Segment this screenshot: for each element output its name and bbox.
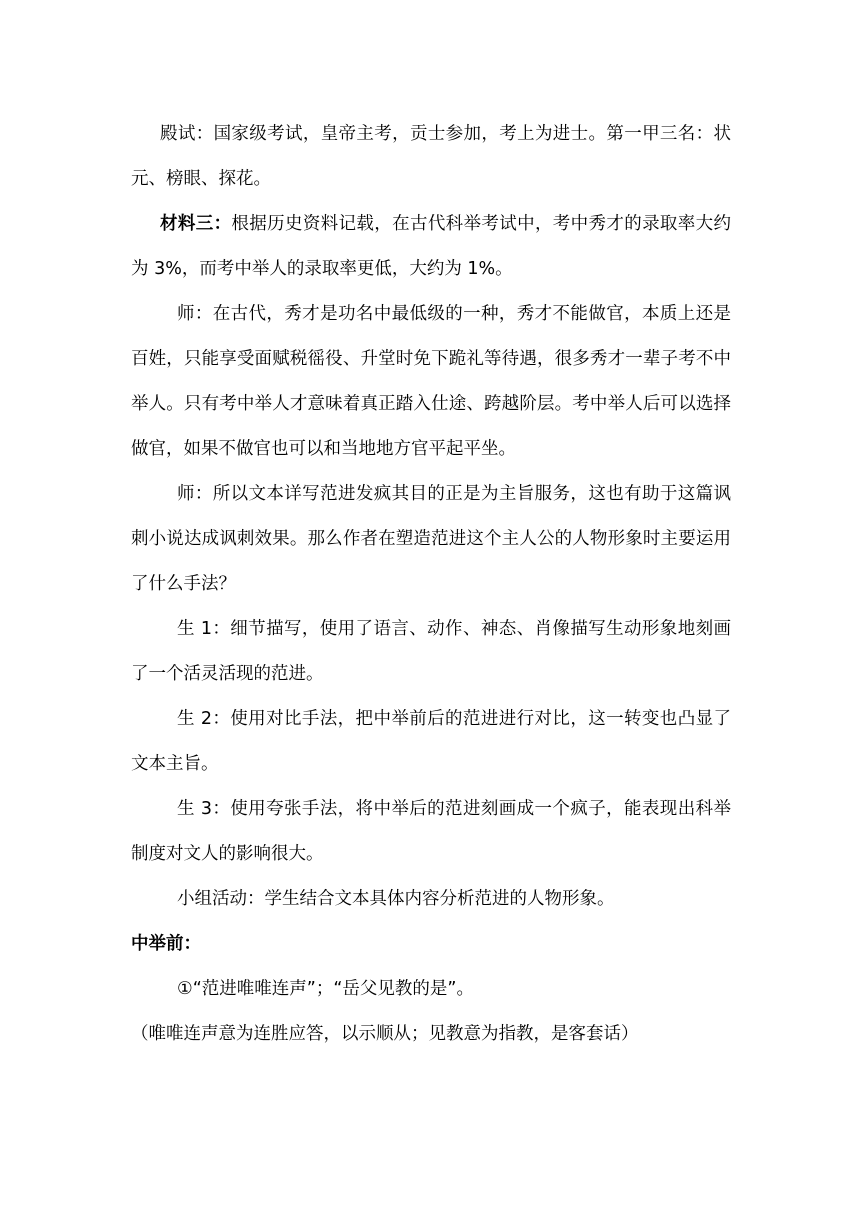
document-body: [131, 112, 731, 1057]
heading-before-exam: 中举前：: [131, 934, 201, 954]
material-three-text: 根据历史资料记载，在古代科举考试中，考中秀才的录取率大约为 3%，而考中举人的录取率更低，大约为 1%。: [131, 214, 732, 279]
paragraph-group-activity: 小组活动：学生结合文本具体内容分析范进的人物形象。: [177, 889, 615, 909]
paragraph-student-three: 生 3：使用夸张手法，将中举后的范进刻画成一个疯子，能表现出科举制度对文人的影响很大。: [131, 799, 731, 864]
paragraph-note: （唯唯连声意为连胜应答，以示顺从；见教意为指教，是客套话）: [131, 1024, 639, 1044]
paragraph-student-one: 生 1：细节描写，使用了语言、动作、神态、肖像描写生动形象地刻画了一个活灵活现的范进。: [131, 619, 731, 684]
material-three-label: 材料三：: [160, 214, 232, 234]
paragraph-palace-exam: 殿试：国家级考试，皇帝主考，贡士参加，考上为进士。第一甲三名：状元、榜眼、探花。: [131, 124, 731, 189]
paragraph-quote: ①“范进唯唯连声”；“岳父见教的是”。: [177, 979, 474, 999]
paragraph-teacher-one: 师：在古代，秀才是功名中最低级的一种，秀才不能做官，本质上还是百姓，只能享受面赋税徭役、升堂时免下跪礼等待遇，很多秀才一辈子考不中举人。只有考中举人才意味着真正踏入仕途、跨越阶层。考中举人后可以选择做官，如果不做官也可以和当地地方官平起平坐。: [131, 304, 731, 459]
paragraph-material-three: [131, 202, 731, 292]
paragraph-student-two: 生 2：使用对比手法，把中举前后的范进进行对比，这一转变也凸显了文本主旨。: [131, 709, 731, 774]
paragraph-teacher-two: 师：所以文本详写范进发疯其目的正是为主旨服务，这也有助于这篇讽刺小说达成讽刺效果。那么作者在塑造范进这个主人公的人物形象时主要运用了什么手法？: [131, 484, 731, 594]
